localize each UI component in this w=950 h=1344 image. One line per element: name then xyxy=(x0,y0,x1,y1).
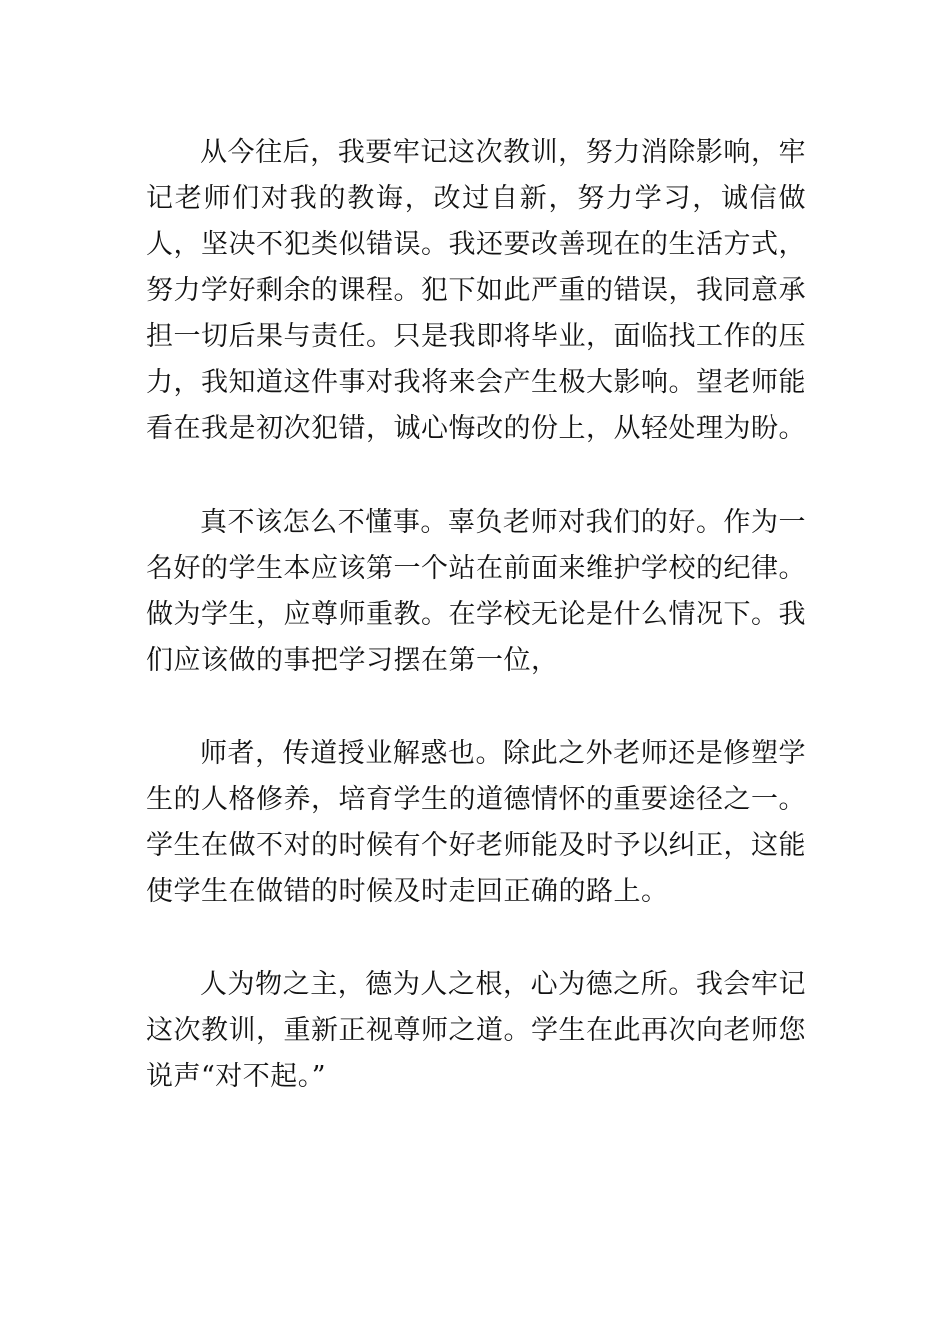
paragraph-3: 师者，传道授业解惑也。除此之外老师还是修塑学生的人格修养，培育学生的道德情怀的重要途径之一。学生在做不对的时候有个好老师能及时予以纠正，这能使学生在做错的时候及时走回正确的路上。 xyxy=(146,738,806,907)
document-body xyxy=(146,130,806,1100)
paragraph-4: 人为物之主，德为人之根，心为德之所。我会牢记这次教训，重新正视尊师之道。学生在此再次向老师您说声“对不起。” xyxy=(146,969,806,1092)
paragraph-1: 从今往后，我要牢记这次教训，努力消除影响，牢记老师们对我的教诲，改过自新，努力学习，诚信做人，坚决不犯类似错误。我还要改善现在的生活方式，努力学好剩余的课程。犯下如此严重的错误，我同意承担一切后果与责任。只是我即将毕业，面临找工作的压力，我知道这件事对我将来会产生极大影响。望老师能看在我是初次犯错，诚心悔改的份上，从轻处理为盼。 xyxy=(146,137,806,444)
paragraph-2: 真不该怎么不懂事。辜负老师对我们的好。作为一名好的学生本应该第一个站在前面来维护学校的纪律。做为学生，应尊师重教。在学校无论是什么情况下。我们应该做的事把学习摆在第一位， xyxy=(146,507,806,676)
